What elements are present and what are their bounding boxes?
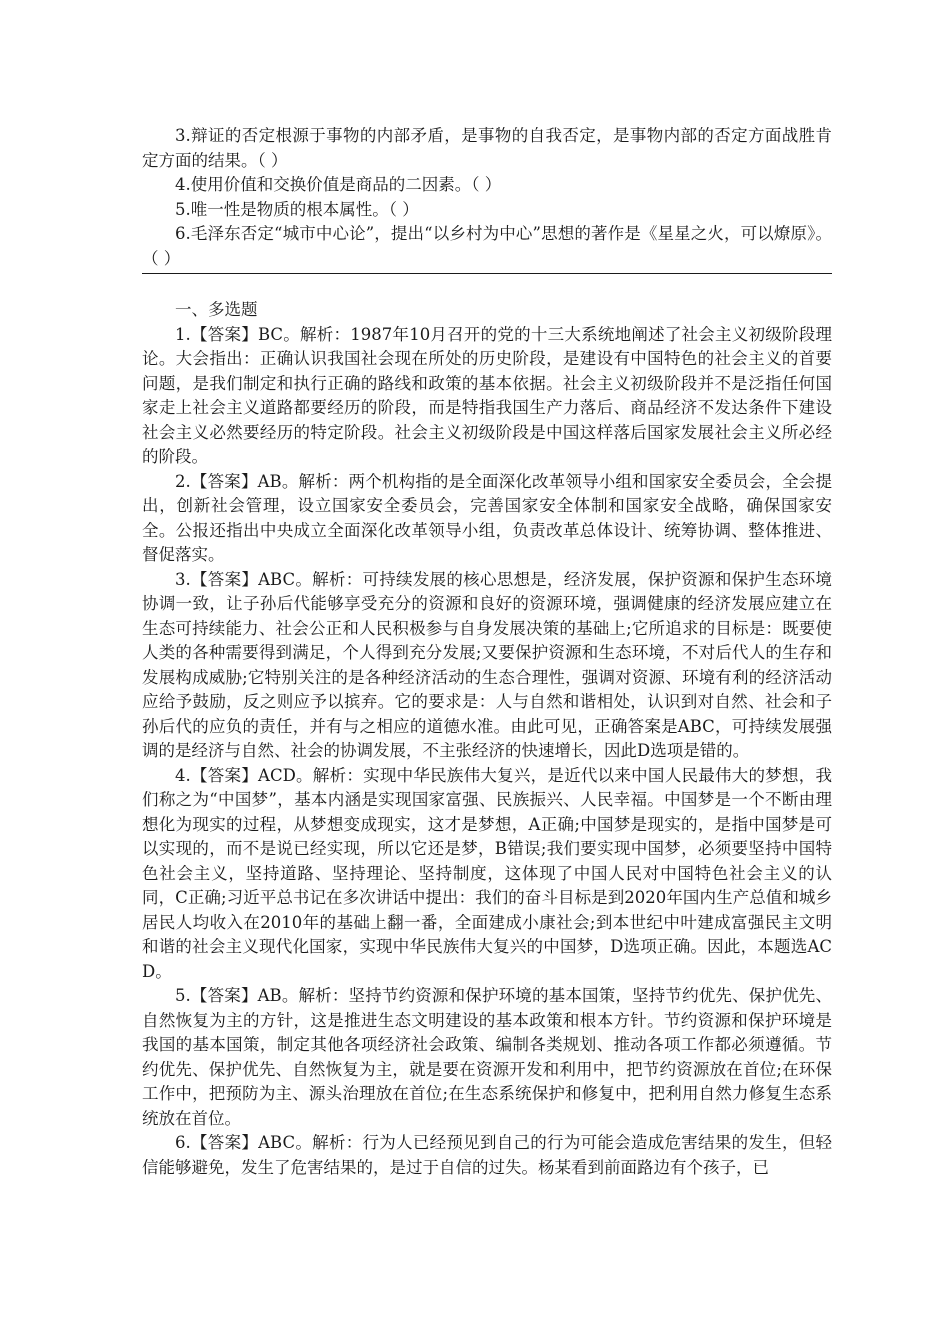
answer-item-4: 4.【答案】ACD。解析：实现中华民族伟大复兴，是近代以来中国人民最伟大的梦想，我们称之为“中国梦”，基本内涵是实现国家富强、民族振兴、人民幸福。中国梦是一个不断由理想化为现实的过程，从梦想变成现实，这才是梦想，A正确;中国梦是现实的，是指中国梦是可以实现的，而不是说已经实现，所以它还是梦，B错误;我们要实现中国梦，必须要坚持中国特色社会主义，坚持道路、坚持理论、坚持制度，这体现了中国人民对中国特色社会主义的认同，C正确;习近平总书记在多次讲话中提出：我们的奋斗目标是到2020年国内生产总值和城乡居民人均收入在2010年的基础上翻一番，全面建成小康社会;到本世纪中叶建成富强民主文明和谐的社会主义现代化国家，实现中华民族伟大复兴的中国梦，D选项正确。因此，本题选ACD。 [142, 765, 832, 981]
judgement-item-4: 4.使用价值和交换价值是商品的二因素。（ ） [175, 175, 502, 194]
answers-section [142, 298, 832, 1180]
section-divider [142, 273, 832, 274]
section-title: 一、多选题 [175, 300, 258, 319]
answer-item-6: 6.【答案】ABC。解析：行为人已经预见到自己的行为可能会造成危害结果的发生，但轻信能够避免，发生了危害结果的，是过于自信的过失。杨某看到前面路边有个孩子，已 [142, 1133, 832, 1177]
judgement-item-6: 6.毛泽东否定“城市中心论”，提出“以乡村为中心”思想的著作是《星星之火，可以燎原》。（ ） [142, 224, 832, 268]
answer-item-1: 1.【答案】BC。解析：1987年10月召开的党的十三大系统地阐述了社会主义初级阶段理论。大会指出：正确认识我国社会现在所处的历史阶段，是建设有中国特色的社会主义的首要问题，是我们制定和执行正确的路线和政策的基本依据。社会主义初级阶段并不是泛指任何国家走上社会主义道路都要经历的阶段，而是特指我国生产力落后、商品经济不发达条件下建设社会主义必然要经历的特定阶段。社会主义初级阶段是中国这样落后国家发展社会主义所必经的阶段。 [142, 324, 832, 466]
answer-item-2: 2.【答案】AB。解析：两个机构指的是全面深化改革领导小组和国家安全委员会，全会提出，创新社会管理，设立国家安全委员会，完善国家安全体制和国家安全战略，确保国家安全。公报还指出中央成立全面深化改革领导小组，负责改革总体设计、统筹协调、整体推进、督促落实。 [142, 471, 832, 564]
answer-item-5: 5.【答案】AB。解析：坚持节约资源和保护环境的基本国策，坚持节约优先、保护优先、自然恢复为主的方针，这是推进生态文明建设的基本政策和根本方针。节约资源和保护环境是我国的基本国策，制定其他各项经济社会政策、编制各类规划、推动各项工作都必须遵循。节约优先、保护优先、自然恢复为主，就是要在资源开发和利用中，把节约资源放在首位;在环保工作中，把预防为主、源头治理放在首位;在生态系统保护和修复中，把利用自然力修复生态系统放在首位。 [142, 986, 832, 1128]
judgement-items [142, 124, 832, 271]
answer-item-3: 3.【答案】ABC。解析：可持续发展的核心思想是，经济发展，保护资源和保护生态环境协调一致，让子孙后代能够享受充分的资源和良好的资源环境，强调健康的经济发展应建立在生态可持续能力、社会公正和人民积极参与自身发展决策的基础上;它所追求的目标是：既要使人类的各种需要得到满足，个人得到充分发展;又要保护资源和生态环境，不对后代人的生存和发展构成威胁;它特别关注的是各种经济活动的生态合理性，强调对资源、环境有利的经济活动应给予鼓励，反之则应予以摈弃。它的要求是：人与自然和谐相处，认识到对自然、社会和子孙后代的应负的责任，并有与之相应的道德水准。由此可见，正确答案是ABC，可持续发展强调的是经济与自然、社会的协调发展，不主张经济的快速增长，因此D选项是错的。 [142, 569, 832, 760]
judgement-item-5: 5.唯一性是物质的根本属性。（ ） [175, 199, 419, 219]
judgement-item-3: 3.辩证的否定根源于事物的内部矛盾，是事物的自我否定，是事物内部的否定方面战胜肯定方面的结果。（ ） [142, 126, 832, 170]
